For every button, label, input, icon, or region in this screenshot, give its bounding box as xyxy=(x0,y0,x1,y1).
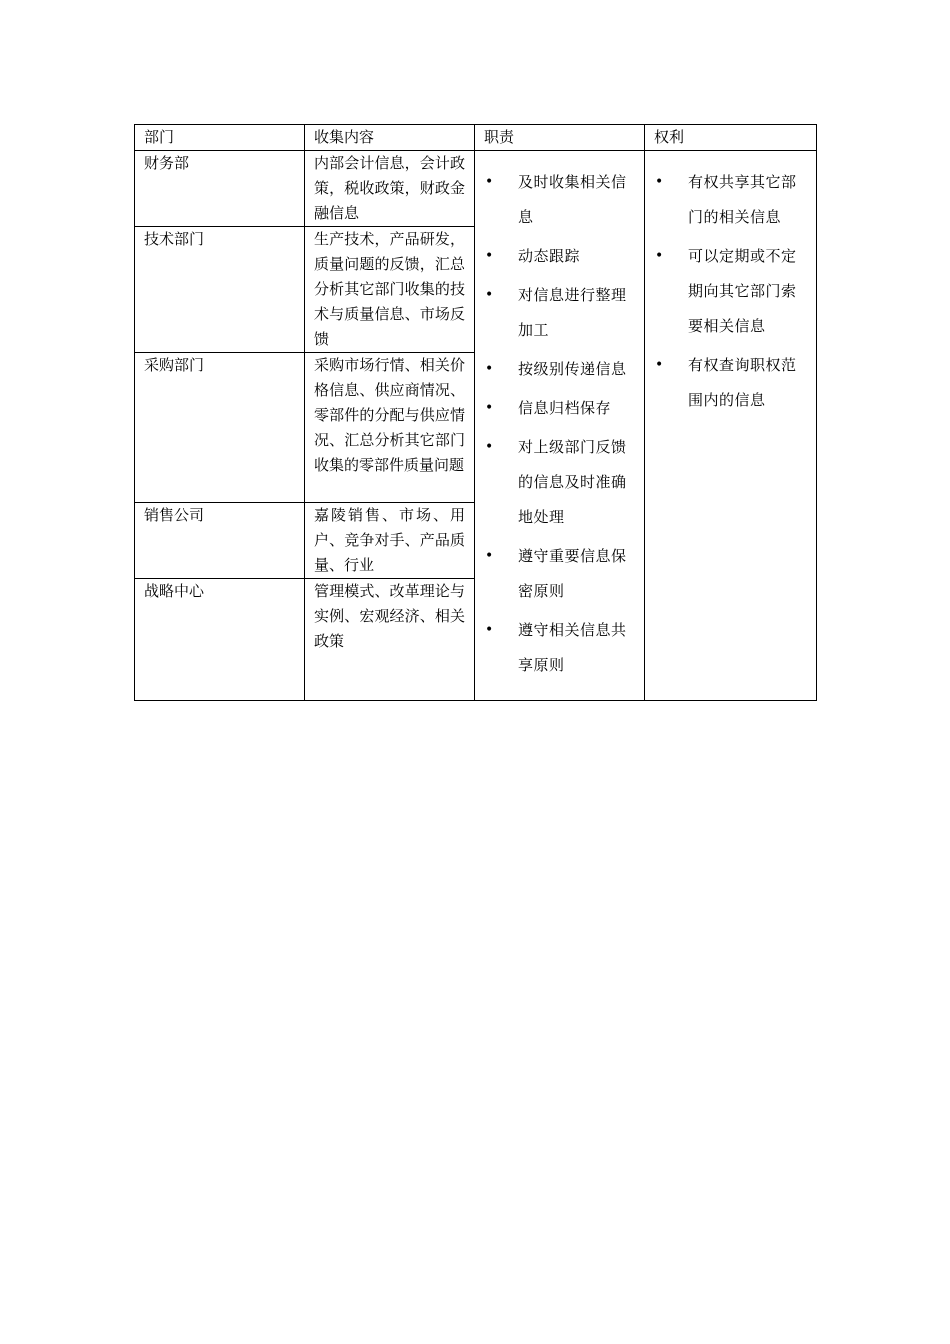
duty-text: 对上级部门反馈的信息及时准确地处理 xyxy=(518,438,627,526)
bullet-icon: • xyxy=(485,548,494,564)
duties-list xyxy=(481,165,638,683)
bullet-icon: • xyxy=(655,174,664,190)
dept-cell: 销售公司 xyxy=(135,503,305,579)
dept-cell: 财务部 xyxy=(135,151,305,227)
content-cell: 采购市场行情、相关价格信息、供应商情况、零部件的分配与供应情况、汇总分析其它部门收集的零部件质量问题 xyxy=(305,353,475,503)
bullet-icon: • xyxy=(485,400,494,416)
list-item xyxy=(651,239,810,344)
rights-list xyxy=(651,165,810,418)
duty-text: 信息归档保存 xyxy=(518,399,612,417)
list-item xyxy=(481,613,638,683)
duty-text: 及时收集相关信息 xyxy=(518,173,627,226)
dept-cell: 采购部门 xyxy=(135,353,305,503)
right-text: 可以定期或不定期向其它部门索要相关信息 xyxy=(688,247,797,335)
list-item xyxy=(481,539,638,609)
list-item xyxy=(481,278,638,348)
list-item xyxy=(481,391,638,426)
bullet-icon: • xyxy=(655,357,664,373)
content-cell: 内部会计信息，会计政策，税收政策，财政金融信息 xyxy=(305,151,475,227)
header-content: 收集内容 xyxy=(305,125,475,151)
duty-text: 遵守重要信息保密原则 xyxy=(518,547,627,600)
content-cell: 生产技术，产品研发，质量问题的反馈，汇总分析其它部门收集的技术与质量信息、市场反馈 xyxy=(305,227,475,353)
duties-cell xyxy=(475,151,645,701)
right-text: 有权查询职权范围内的信息 xyxy=(688,356,797,409)
content-cell: 嘉陵销售、市场、用户、竞争对手、产品质量、行业 xyxy=(305,503,475,579)
header-dept: 部门 xyxy=(135,125,305,151)
duty-text: 遵守相关信息共享原则 xyxy=(518,621,627,674)
content-cell: 管理模式、改革理论与实例、宏观经济、相关政策 xyxy=(305,579,475,701)
header-duties: 职责 xyxy=(475,125,645,151)
bullet-icon: • xyxy=(485,287,494,303)
bullet-icon: • xyxy=(485,622,494,638)
bullet-icon: • xyxy=(485,174,494,190)
list-item xyxy=(651,348,810,418)
bullet-icon: • xyxy=(655,248,664,264)
bullet-icon: • xyxy=(485,361,494,377)
list-item xyxy=(481,165,638,235)
list-item xyxy=(651,165,810,235)
list-item xyxy=(481,352,638,387)
rights-cell xyxy=(645,151,817,701)
duty-text: 动态跟踪 xyxy=(518,247,581,265)
header-rights: 权利 xyxy=(645,125,817,151)
list-item xyxy=(481,239,638,274)
table-row xyxy=(135,151,817,227)
dept-cell: 战略中心 xyxy=(135,579,305,701)
info-table xyxy=(134,124,817,701)
header-row xyxy=(135,125,817,151)
list-item xyxy=(481,430,638,535)
bullet-icon: • xyxy=(485,248,494,264)
bullet-icon: • xyxy=(485,439,494,455)
duty-text: 对信息进行整理加工 xyxy=(518,286,627,339)
dept-cell: 技术部门 xyxy=(135,227,305,353)
right-text: 有权共享其它部门的相关信息 xyxy=(688,173,797,226)
duty-text: 按级别传递信息 xyxy=(518,360,627,378)
